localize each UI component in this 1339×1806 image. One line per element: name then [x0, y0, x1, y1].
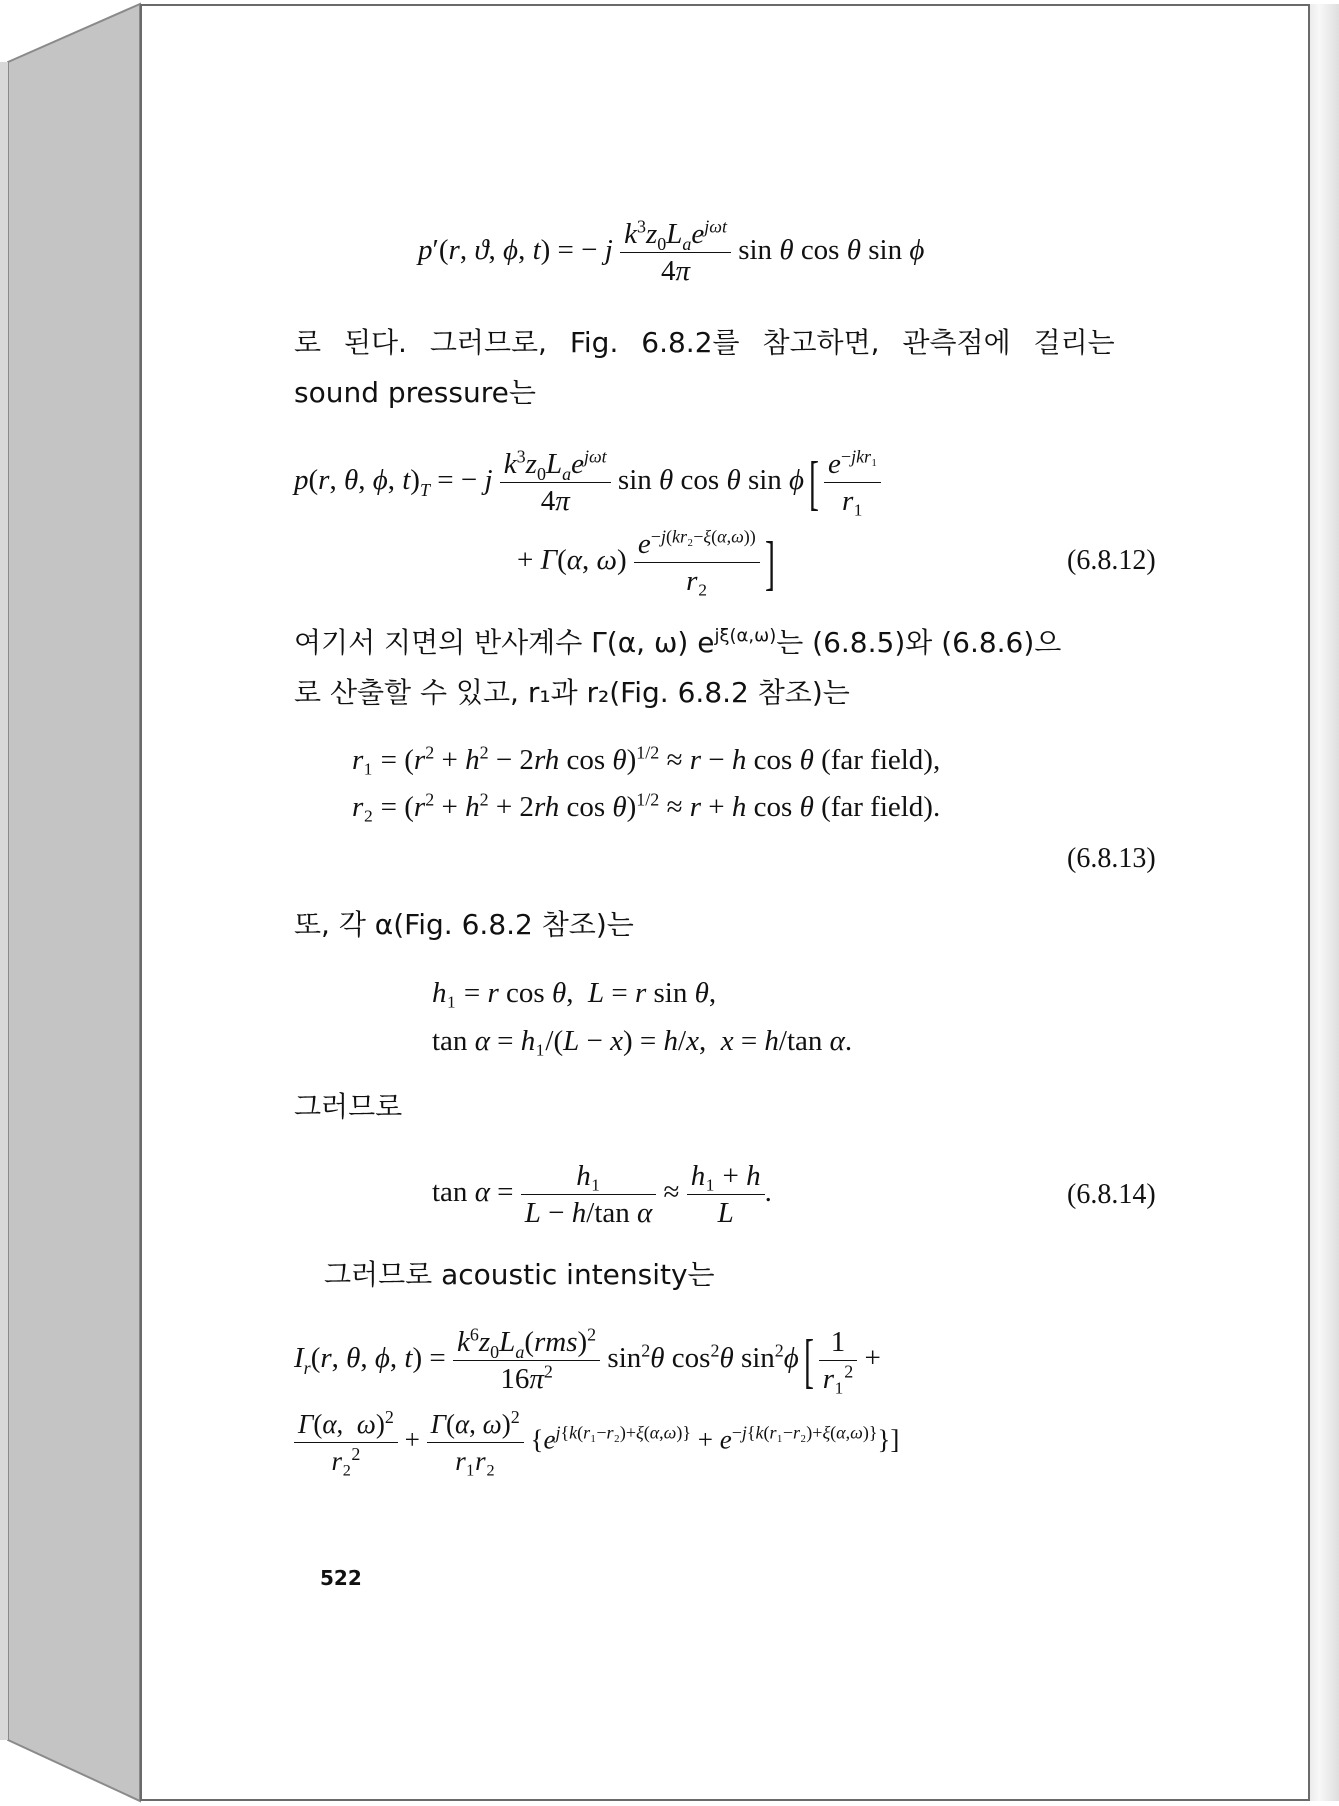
page-number: 522	[320, 1566, 362, 1590]
text-line-1: 로 된다. 그러므로, Fig. 6.8.2를 참고하면, 관측점에 걸리는	[294, 326, 1115, 359]
equation-number-6-8-12: (6.8.12)	[1067, 545, 1156, 576]
equation-tan-alpha: tan α = h₁/(L − x) = h/x, x = h/tan α.	[432, 1025, 853, 1057]
text-line-3-c: 는 (6.8.5)와 (6.8.6)으	[776, 626, 1062, 659]
text-line-5: 또, 각 α(Fig. 6.8.2 참조)는	[294, 908, 634, 941]
equation-intensity-line2: $\frac{\Gamma(\alpha, \omega)^2}{r_2^2}$ + $\frac{\Gamma(\alpha, \omega)^2}{\text{r₁r₂}}$ $\{e^{j\{k(r_1-r_2)+\xi(\alpha,\omega)\}} + e^{-j\{k(r_1-r_2)+\xi(\alpha,\omega)\}}\}$]	[294, 1406, 899, 1479]
text-line-3	[294, 624, 1061, 662]
text-line-2: sound pressure는	[294, 376, 536, 409]
equation-intensity-line1: $I_r(r$, θ, ϕ, t) = $\frac{k^6z_0L_a(rms)^2}{16\pi^2}$ $\sin^2\theta$ $\cos^2\theta$ $\sin^2\phi$[ $\frac{1}{r_1^2}$ +	[294, 1324, 881, 1395]
text-line-4: 로 산출할 수 있고, r₁과 r₂(Fig. 6.8.2 참조)는	[294, 676, 850, 709]
equation-p-total-line2: + Γ(α, ω) $\frac{e^{-j(kr_2-\xi(\alpha,\omega))}}{\text{r₂}}$ ]	[517, 526, 775, 597]
page-sheet	[140, 4, 1310, 1801]
text-line-3-a: 여기서 지면의 반사계수 Γ(α, ω) e	[294, 626, 715, 659]
equation-p-total-line1: p(r, θ, ϕ, $t)_T$ = − j $\frac{k^3z_0L_ae^{j\omega t}}{4\pi}$ sin θ cos θ sin ϕ[ $\frac{e^{-jkr_1}}{\text{r₁}}$	[294, 446, 881, 519]
equation-tan-alpha-approx: tan α = $\frac{\text{h₁}}{\text{L − h/tan α}}$ ≈ $\frac{\text{h₁ + h}}{L}$ .	[432, 1160, 772, 1229]
text-line-6: 그러므로	[294, 1090, 403, 1123]
equation-number-6-8-14: (6.8.14)	[1067, 1179, 1156, 1210]
page-edge-shade	[1306, 4, 1339, 1801]
equation-number-6-8-13: (6.8.13)	[1067, 843, 1156, 874]
equation-r2: $r_2 = (r^2 + h^2 + 2rh$ cos θ)$^{1/2}$ ≈ r + h cos θ (far field).	[352, 789, 941, 823]
text-line-7: 그러므로 acoustic intensity는	[324, 1258, 715, 1291]
equation-h1: h₁ = r cos θ, L = r sin θ,	[432, 977, 717, 1009]
equation-p-prime: p′(r, ϑ, ϕ, t) = − j $\frac{k^3z_0L_ae^{j\omega t}}{4\pi}$ sin θ cos θ sin ϕ	[418, 216, 925, 287]
equation-r1: $r_1 = (r^2 + h^2 - 2rh$ cos θ)$^{1/2}$ ≈ r − h cos θ (far field),	[352, 742, 941, 776]
text-line-3-sup: jξ(α,ω)	[714, 625, 777, 647]
